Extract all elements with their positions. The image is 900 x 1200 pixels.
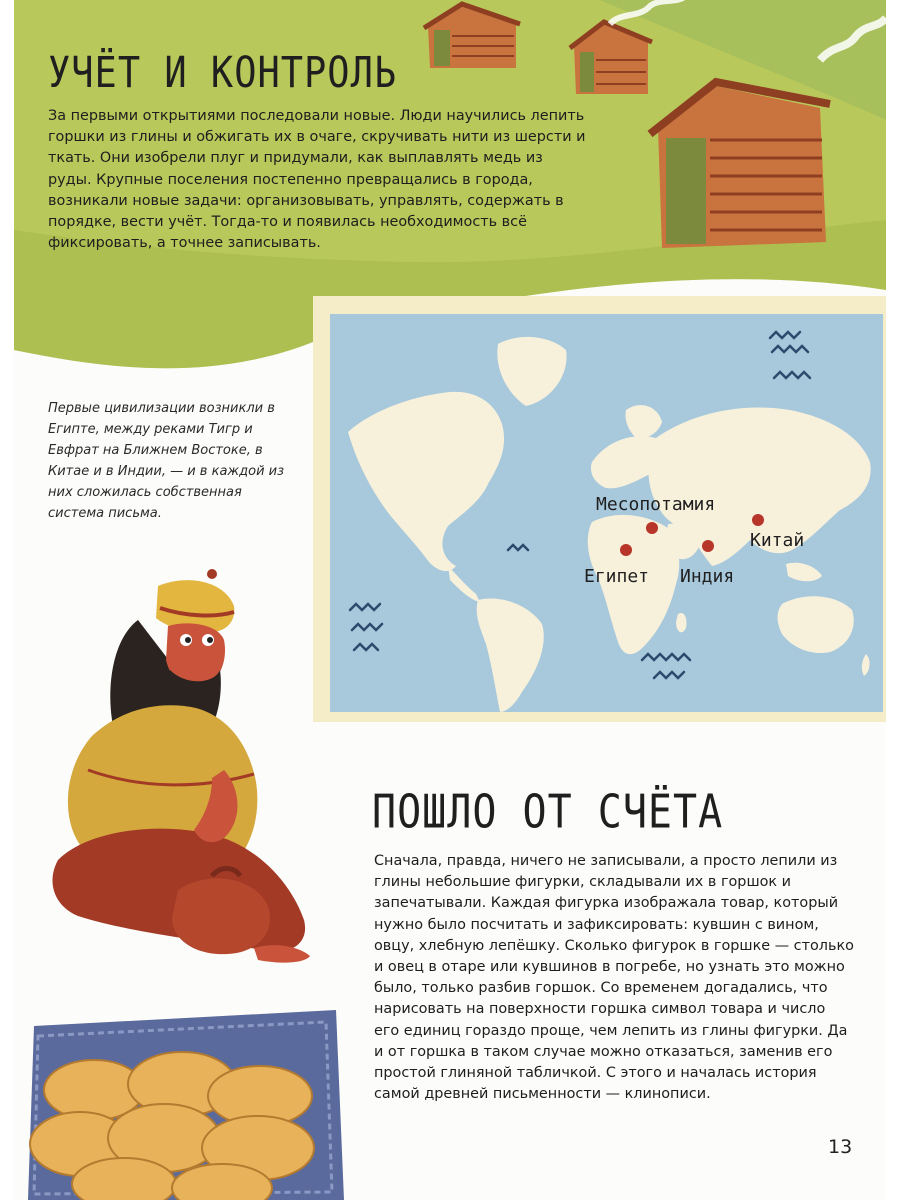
map-label-mesopotamia: Месопотамия xyxy=(596,494,716,515)
map-label-china: Китай xyxy=(750,530,805,551)
marker-mesopotamia xyxy=(646,522,658,534)
counting-paragraph: Сначала, правда, ничего не записывали, а просто лепили из глины небольшие фигурки, складывали их в горшок и запечатывали. Каждая фигурка изображала товар, который нужно было посчитать и зафиксировать: кувшин с вином, овцу, хлебную лепёшку. Сколько фигурок в горшке — столько и овец в отаре или кувшинов в погребе, но узнать это можно было, только разбив горшок. Со временем догадались, что нарисовать на поверхности горшка символ товара и число его единиц гораздо проще, чем лепить из глины фигурки. Да и от горшка в таком случае можно отказаться, заменив его простой глиняной табличкой. С этого и началась история самой древней письменности — клинописи. xyxy=(374,853,854,1103)
map-label-egypt: Египет xyxy=(584,566,650,587)
marker-india xyxy=(702,540,714,552)
page-number: 13 xyxy=(828,1136,853,1158)
marker-china xyxy=(752,514,764,526)
section-title-accounting: УЧЁТ И КОНТРОЛЬ xyxy=(48,48,398,98)
section-title-counting: ПОШЛО ОТ СЧЁТА xyxy=(372,786,724,839)
intro-paragraph: За первыми открытиями последовали новые. Люди научились лепить горшки из глины и обжигать их в очаге, скручивать нити из шерсти и ткать. Они изобрели плуг и придумали, как выплавлять медь из руды. Крупные поселения постепенно превращались в города, возникали новые задачи: организовывать, управлять, содержать в порядке, вести учёт. Тогда-то и появилась необходимость всё фиксировать, а точнее записывать. xyxy=(48,108,586,252)
rug-with-flatbreads-illustration xyxy=(14,1004,344,1200)
madagascar xyxy=(676,613,687,632)
map-caption: Первые цивилизации возникли в Египте, между реками Тигр и Евфрат на Ближнем Востоке, в Китае и в Индии, — и в каждой из них сложилась собственная система письма. xyxy=(48,401,285,521)
seated-man-illustration xyxy=(28,560,328,1000)
map-label-india: Индия xyxy=(680,566,735,587)
marker-egypt xyxy=(620,544,632,556)
